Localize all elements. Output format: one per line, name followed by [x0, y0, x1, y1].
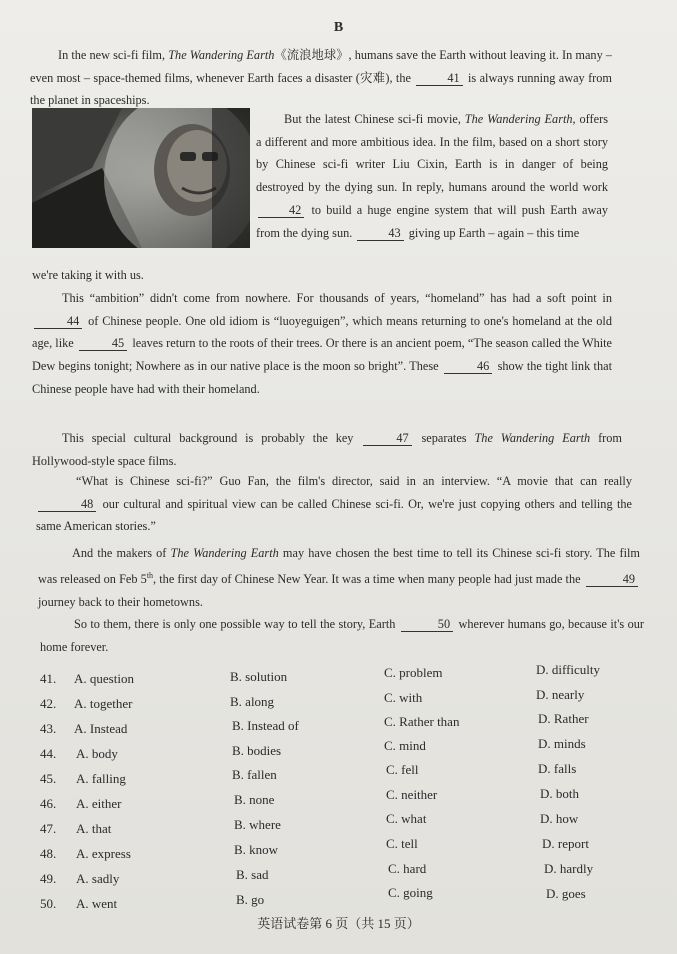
option-number: 46. — [40, 796, 57, 811]
blank-43[interactable]: 43 — [357, 226, 403, 241]
paragraph-4: This special cultural background is probably the key 47 separates The Wandering Earth from Hollywood-style space films. — [32, 431, 622, 468]
option-d[interactable]: D. hardly — [544, 861, 594, 876]
paragraph-1: In the new sci-fi film, The Wandering Earth《流浪地球》, humans save the Earth without leaving it. In many – even most – space-themed films, whenever Earth faces a disaster (灾难), the 41 is always running away from the planet in spaceships. — [30, 48, 612, 108]
film-still-image — [32, 108, 250, 248]
option-d[interactable]: D. falls — [538, 761, 577, 776]
option-number: 45. — [40, 771, 57, 786]
option-number: 49. — [40, 871, 57, 886]
option-b[interactable]: B. Instead of — [232, 718, 299, 733]
option-b[interactable]: B. know — [234, 842, 279, 857]
option-number: 48. — [40, 846, 57, 861]
blank-47[interactable]: 47 — [363, 431, 411, 446]
option-number: 47. — [40, 821, 57, 836]
option-a[interactable]: A. falling — [76, 771, 126, 786]
option-d[interactable]: D. nearly — [536, 687, 585, 702]
option-c[interactable]: C. Rather than — [384, 714, 460, 729]
option-a[interactable]: A. that — [76, 821, 112, 836]
option-number: 41. — [40, 671, 57, 686]
blank-50[interactable]: 50 — [401, 617, 453, 632]
section-title: B — [333, 20, 344, 35]
option-a[interactable]: A. question — [74, 671, 134, 686]
option-a[interactable]: A. either — [76, 796, 122, 811]
blank-42[interactable]: 42 — [258, 203, 304, 218]
paragraph-2: But the latest Chinese sci-fi movie, The Wandering Earth, offers a different and more ambitious idea. In the film, based on a short story by Chinese sci-fi writer Liu Cixin, Earth is in danger of being destroyed by the dying sun. In reply, humans around the world work 42 to build a huge engine system that will push Earth away from the dying sun. 43 giving up Earth – again – this time — [256, 112, 608, 240]
option-number: 42. — [40, 696, 57, 711]
blank-41[interactable]: 41 — [416, 71, 462, 86]
option-a[interactable]: A. Instead — [74, 721, 128, 736]
option-d[interactable]: D. difficulty — [536, 662, 601, 677]
option-c[interactable]: C. fell — [386, 762, 419, 777]
option-b[interactable]: B. go — [236, 892, 265, 907]
astronaut-photo-icon — [32, 108, 250, 248]
option-d[interactable]: D. how — [540, 811, 579, 826]
option-b[interactable]: B. fallen — [232, 767, 277, 782]
option-a[interactable]: A. body — [76, 746, 118, 761]
option-c[interactable]: C. mind — [384, 738, 426, 753]
option-c[interactable]: C. with — [384, 690, 423, 705]
option-number: 43. — [40, 721, 57, 736]
option-b[interactable]: B. sad — [236, 867, 269, 882]
option-d[interactable]: D. goes — [546, 886, 586, 901]
blank-48[interactable]: 48 — [38, 497, 96, 512]
option-b[interactable]: B. along — [230, 694, 275, 709]
option-c[interactable]: C. neither — [386, 787, 438, 802]
blank-45[interactable]: 45 — [79, 336, 127, 351]
paragraph-5: “What is Chinese sci-fi?” Guo Fan, the film's director, said in an interview. “A movie that can really 48 our cultural and spiritual view can be called Chinese sci-fi. Or, we're just copying others and telling the same American stories.” — [36, 474, 632, 534]
blank-44[interactable]: 44 — [34, 314, 82, 329]
option-b[interactable]: B. solution — [230, 669, 288, 684]
option-b[interactable]: B. none — [234, 792, 275, 807]
option-b[interactable]: B. bodies — [232, 743, 282, 758]
blank-46[interactable]: 46 — [444, 359, 492, 374]
option-a[interactable]: A. went — [76, 896, 118, 911]
paragraph-6: And the makers of The Wandering Earth may have chosen the best time to tell its Chinese sci-fi story. The film was released on Feb 5th, the first day of Chinese New Year. It was a time when many people had just made the 49 journey back to their hometowns. — [38, 546, 640, 609]
option-b[interactable]: B. where — [234, 817, 281, 832]
option-c[interactable]: C. tell — [386, 836, 418, 851]
option-a[interactable]: A. sadly — [76, 871, 120, 886]
option-number: 50. — [40, 896, 57, 911]
option-a[interactable]: A. together — [74, 696, 133, 711]
paragraph-2-tail: we're taking it with us. — [32, 268, 144, 282]
option-c[interactable]: C. problem — [384, 665, 443, 680]
option-d[interactable]: D. minds — [538, 736, 586, 751]
option-d[interactable]: D. Rather — [538, 711, 589, 726]
page-footer: 英语试卷第 6 页（共 15 页） — [257, 916, 420, 931]
paragraph-3: This “ambition” didn't come from nowhere. For thousands of years, “homeland” has had a soft point in 44 of Chinese people. One old idiom is “luoyeguigen”, which means returning to one's homeland at the old age, like 45 leaves return to the roots of their trees. Or there is an ancient poem, “The season called the White Dew begins tonight; Nowhere as in our native place is the moon so bright”. These 46 show the tight link that Chinese people have had with their homeland. — [32, 291, 613, 396]
option-c[interactable]: C. going — [388, 885, 433, 900]
blank-49[interactable]: 49 — [586, 572, 638, 587]
paragraph-7: So to them, there is only one possible way to tell the story, Earth 50 wherever humans go, because it's our home forever. — [40, 617, 644, 654]
option-number: 44. — [40, 746, 57, 761]
option-a[interactable]: A. express — [76, 846, 131, 861]
option-c[interactable]: C. hard — [388, 861, 427, 876]
option-d[interactable]: D. both — [540, 786, 579, 801]
option-d[interactable]: D. report — [542, 836, 589, 851]
option-c[interactable]: C. what — [386, 811, 427, 826]
